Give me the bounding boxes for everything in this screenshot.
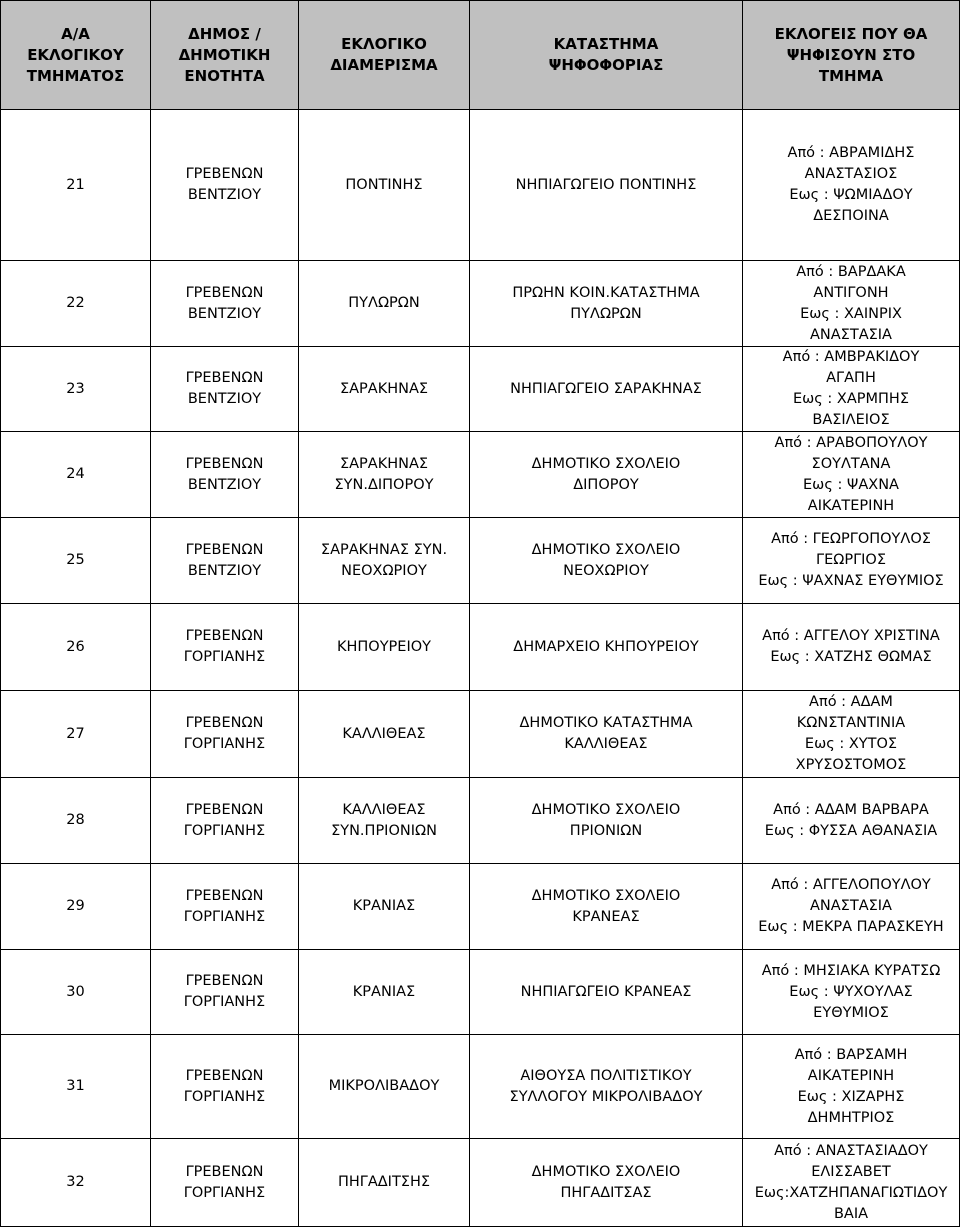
cell-municipality: ΓΡΕΒΕΝΩΝ ΓΟΡΓΙΑΝΗΣ <box>151 1139 299 1227</box>
cell-polling-station: ΔΗΜΟΤΙΚΟ ΣΧΟΛΕΙΟ ΚΡΑΝΕΑΣ <box>470 864 743 950</box>
table-row <box>1 110 960 261</box>
cell-section-number: 28 <box>1 778 151 864</box>
table-row <box>1 778 960 864</box>
cell-polling-station: ΔΗΜΟΤΙΚΟ ΣΧΟΛΕΙΟ ΔΙΠΟΡΟΥ <box>470 432 743 518</box>
cell-polling-station: ΝΗΠΙΑΓΩΓΕΙΟ ΠΟΝΤΙΝΗΣ <box>470 110 743 261</box>
table-row <box>1 432 960 518</box>
cell-municipality: ΓΡΕΒΕΝΩΝ ΓΟΡΓΙΑΝΗΣ <box>151 950 299 1035</box>
cell-polling-station: ΠΡΩΗΝ ΚΟΙΝ.ΚΑΤΑΣΤΗΜΑ ΠΥΛΩΡΩΝ <box>470 261 743 347</box>
cell-voters-range: Από : ΒΑΡΔΑΚΑ ΑΝΤΙΓΟΝΗ Εως : ΧΑΙΝΡΙΧ ΑΝΑΣΤΑΣΙΑ <box>743 261 960 347</box>
table-row <box>1 604 960 691</box>
cell-polling-station: ΔΗΜΑΡΧΕΙΟ ΚΗΠΟΥΡΕΙΟΥ <box>470 604 743 691</box>
cell-section-number: 25 <box>1 518 151 604</box>
table-row <box>1 864 960 950</box>
header-electoral-district: ΕΚΛΟΓΙΚΟ ΔΙΑΜΕΡΙΣΜΑ <box>299 1 470 110</box>
cell-municipality: ΓΡΕΒΕΝΩΝ ΓΟΡΓΙΑΝΗΣ <box>151 604 299 691</box>
cell-polling-station: ΔΗΜΟΤΙΚΟ ΣΧΟΛΕΙΟ ΝΕΟΧΩΡΙΟΥ <box>470 518 743 604</box>
cell-section-number: 24 <box>1 432 151 518</box>
cell-electoral-district: ΠΥΛΩΡΩΝ <box>299 261 470 347</box>
cell-electoral-district: ΚΡΑΝΙΑΣ <box>299 950 470 1035</box>
cell-section-number: 26 <box>1 604 151 691</box>
cell-section-number: 29 <box>1 864 151 950</box>
cell-municipality: ΓΡΕΒΕΝΩΝ ΓΟΡΓΙΑΝΗΣ <box>151 864 299 950</box>
table-row <box>1 347 960 432</box>
cell-section-number: 21 <box>1 110 151 261</box>
header-section-number: Α/Α ΕΚΛΟΓΙΚΟΥ ΤΜΗΜΑΤΟΣ <box>1 1 151 110</box>
cell-polling-station: ΔΗΜΟΤΙΚΟ ΣΧΟΛΕΙΟ ΠΡΙΟΝΙΩΝ <box>470 778 743 864</box>
cell-electoral-district: ΜΙΚΡΟΛΙΒΑΔΟΥ <box>299 1035 470 1139</box>
cell-section-number: 22 <box>1 261 151 347</box>
cell-municipality: ΓΡΕΒΕΝΩΝ ΒΕΝΤΖΙΟΥ <box>151 347 299 432</box>
cell-voters-range: Από : ΑΔΑΜ ΚΩΝΣΤΑΝΤΙΝΙΑ Εως : ΧΥΤΟΣ ΧΡΥΣΟΣΤΟΜΟΣ <box>743 691 960 778</box>
cell-voters-range: Από : ΑΓΓΕΛΟΥ ΧΡΙΣΤΙΝΑ Εως : ΧΑΤΖΗΣ ΘΩΜΑΣ <box>743 604 960 691</box>
cell-electoral-district: ΚΡΑΝΙΑΣ <box>299 864 470 950</box>
cell-section-number: 32 <box>1 1139 151 1227</box>
cell-voters-range: Από : ΑΝΑΣΤΑΣΙΑΔΟΥ ΕΛΙΣΣΑΒΕΤ Εως:ΧΑΤΖΗΠΑΝΑΓΙΩΤΙΔΟΥ ΒΑΙΑ <box>743 1139 960 1227</box>
cell-municipality: ΓΡΕΒΕΝΩΝ ΓΟΡΓΙΑΝΗΣ <box>151 691 299 778</box>
table-header-row <box>1 1 960 110</box>
table-row <box>1 1139 960 1227</box>
cell-electoral-district: ΠΗΓΑΔΙΤΣΗΣ <box>299 1139 470 1227</box>
cell-voters-range: Από : ΒΑΡΣΑΜΗ ΑΙΚΑΤΕΡΙΝΗ Εως : ΧΙΖΑΡΗΣ ΔΗΜΗΤΡΙΟΣ <box>743 1035 960 1139</box>
cell-voters-range: Από : ΑΓΓΕΛΟΠΟΥΛΟΥ ΑΝΑΣΤΑΣΙΑ Εως : ΜΕΚΡΑ ΠΑΡΑΣΚΕΥΗ <box>743 864 960 950</box>
cell-polling-station: ΝΗΠΙΑΓΩΓΕΙΟ ΣΑΡΑΚΗΝΑΣ <box>470 347 743 432</box>
cell-section-number: 31 <box>1 1035 151 1139</box>
table-row <box>1 518 960 604</box>
cell-electoral-district: ΚΑΛΛΙΘΕΑΣ ΣΥΝ.ΠΡΙΟΝΙΩΝ <box>299 778 470 864</box>
cell-electoral-district: ΣΑΡΑΚΗΝΑΣ ΣΥΝ. ΝΕΟΧΩΡΙΟΥ <box>299 518 470 604</box>
table-row <box>1 691 960 778</box>
header-municipality: ΔΗΜΟΣ / ΔΗΜΟΤΙΚΗ ΕΝΟΤΗΤΑ <box>151 1 299 110</box>
cell-municipality: ΓΡΕΒΕΝΩΝ ΒΕΝΤΖΙΟΥ <box>151 518 299 604</box>
cell-polling-station: ΝΗΠΙΑΓΩΓΕΙΟ ΚΡΑΝΕΑΣ <box>470 950 743 1035</box>
cell-municipality: ΓΡΕΒΕΝΩΝ ΓΟΡΓΙΑΝΗΣ <box>151 778 299 864</box>
cell-section-number: 30 <box>1 950 151 1035</box>
cell-municipality: ΓΡΕΒΕΝΩΝ ΒΕΝΤΖΙΟΥ <box>151 432 299 518</box>
table-row <box>1 261 960 347</box>
cell-electoral-district: ΚΑΛΛΙΘΕΑΣ <box>299 691 470 778</box>
cell-municipality: ΓΡΕΒΕΝΩΝ ΒΕΝΤΖΙΟΥ <box>151 261 299 347</box>
header-polling-station: ΚΑΤΑΣΤΗΜΑ ΨΗΦΟΦΟΡΙΑΣ <box>470 1 743 110</box>
cell-voters-range: Από : ΑΜΒΡΑΚΙΔΟΥ ΑΓΑΠΗ Εως : ΧΑΡΜΠΗΣ ΒΑΣΙΛΕΙΟΣ <box>743 347 960 432</box>
table-row <box>1 1035 960 1139</box>
header-voters-range: ΕΚΛΟΓΕΙΣ ΠΟΥ ΘΑ ΨΗΦΙΣΟΥΝ ΣΤΟ ΤΜΗΜΑ <box>743 1 960 110</box>
cell-electoral-district: ΣΑΡΑΚΗΝΑΣ ΣΥΝ.ΔΙΠΟΡΟΥ <box>299 432 470 518</box>
cell-polling-station: ΑΙΘΟΥΣΑ ΠΟΛΙΤΙΣΤΙΚΟΥ ΣΥΛΛΟΓΟΥ ΜΙΚΡΟΛΙΒΑΔΟΥ <box>470 1035 743 1139</box>
cell-section-number: 23 <box>1 347 151 432</box>
cell-electoral-district: ΣΑΡΑΚΗΝΑΣ <box>299 347 470 432</box>
cell-voters-range: Από : ΓΕΩΡΓΟΠΟΥΛΟΣ ΓΕΩΡΓΙΟΣ Εως : ΨΑΧΝΑΣ ΕΥΘΥΜΙΟΣ <box>743 518 960 604</box>
table-row <box>1 950 960 1035</box>
cell-section-number: 27 <box>1 691 151 778</box>
cell-municipality: ΓΡΕΒΕΝΩΝ ΓΟΡΓΙΑΝΗΣ <box>151 1035 299 1139</box>
cell-electoral-district: ΚΗΠΟΥΡΕΙΟΥ <box>299 604 470 691</box>
cell-polling-station: ΔΗΜΟΤΙΚΟ ΚΑΤΑΣΤΗΜΑ ΚΑΛΛΙΘΕΑΣ <box>470 691 743 778</box>
cell-voters-range: Από : ΑΔΑΜ ΒΑΡΒΑΡΑ Εως : ΦΥΣΣΑ ΑΘΑΝΑΣΙΑ <box>743 778 960 864</box>
cell-voters-range: Από : ΑΡΑΒΟΠΟΥΛΟΥ ΣΟΥΛΤΑΝΑ Εως : ΨΑΧΝΑ ΑΙΚΑΤΕΡΙΝΗ <box>743 432 960 518</box>
cell-electoral-district: ΠΟΝΤΙΝΗΣ <box>299 110 470 261</box>
cell-voters-range: Από : ΑΒΡΑΜΙΔΗΣ ΑΝΑΣΤΑΣΙΟΣ Εως : ΨΩΜΙΑΔΟΥ ΔΕΣΠΟΙΝΑ <box>743 110 960 261</box>
cell-polling-station: ΔΗΜΟΤΙΚΟ ΣΧΟΛΕΙΟ ΠΗΓΑΔΙΤΣΑΣ <box>470 1139 743 1227</box>
cell-municipality: ΓΡΕΒΕΝΩΝ ΒΕΝΤΖΙΟΥ <box>151 110 299 261</box>
cell-voters-range: Από : ΜΗΣΙΑΚΑ ΚΥΡΑΤΣΩ Εως : ΨΥΧΟΥΛΑΣ ΕΥΘΥΜΙΟΣ <box>743 950 960 1035</box>
